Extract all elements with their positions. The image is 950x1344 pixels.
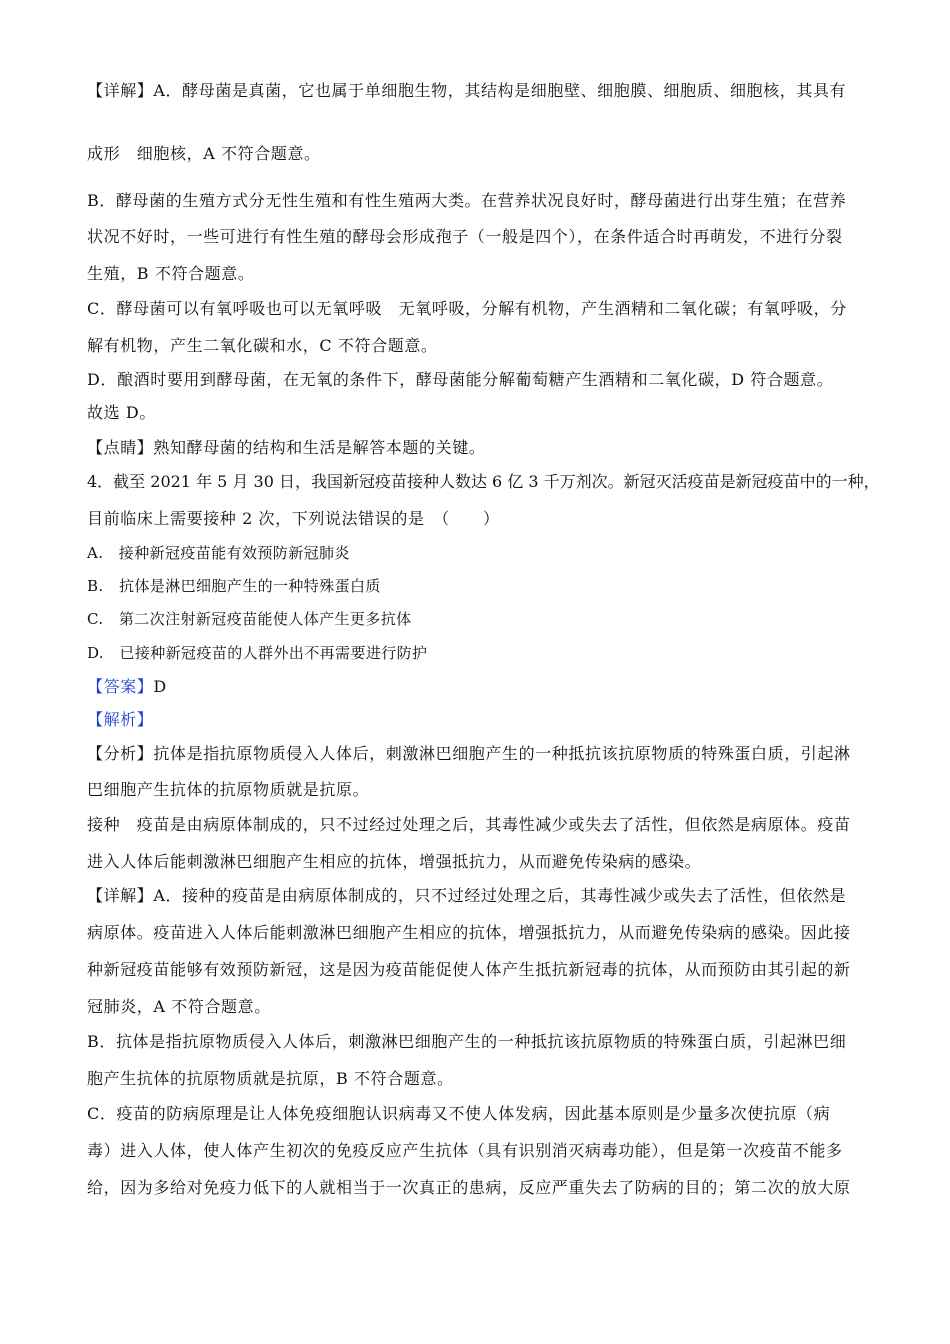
text-line: 胞产生抗体的抗原物质就是抗原，B 不符合题意。 — [87, 1069, 454, 1088]
text-line: B．抗体是指抗原物质侵入人体后，刺激淋巴细胞产生的一种抵抗该抗原物质的特殊蛋白质，引起淋巴细 — [87, 1032, 847, 1051]
text-line: 毒）进入人体，使人体产生初次的免疫反应产生抗体（具有识别消灭病毒功能），但是第一次疫苗不能多 — [87, 1141, 843, 1160]
question-stem: 4．截至 2021 年 5 月 30 日，我国新冠疫苗接种人数达 6 亿 3 千万剂次。新冠灭活疫苗是新冠疫苗中的一种， — [87, 472, 880, 491]
text-line: 【详解】A．接种的疫苗是由病原体制成的，只不过经过处理之后，其毒性减少或失去了活性，但依然是 — [87, 886, 847, 905]
text-line: 【点睛】熟知酵母菌的结构和生活是解答本题的关键。 — [87, 438, 486, 457]
text-line: 故选 D。 — [87, 403, 156, 422]
text-line: B．酵母菌的生殖方式分无性生殖和有性生殖两大类。在营养状况良好时，酵母菌进行出芽生殖；在营养 — [87, 191, 847, 210]
answer-value: D — [153, 677, 167, 696]
text-line: D．酿酒时要用到酵母菌，在无氧的条件下，酵母菌能分解葡萄糖产生酒精和二氧化碳，D 符合题意。 — [87, 370, 834, 389]
text-line: 接种 疫苗是由病原体制成的，只不过经过处理之后，其毒性减少或失去了活性，但依然是病原体。疫苗 — [87, 815, 851, 834]
analysis-label: 【解析】 — [87, 710, 154, 729]
option-b: B. 抗体是淋巴细胞产生的一种特殊蛋白质 — [87, 577, 381, 595]
answer-line — [87, 677, 886, 697]
option-d: D. 已接种新冠疫苗的人群外出不再需要进行防护 — [87, 644, 428, 662]
text-line: 给，因为多给对免疫力低下的人就相当于一次真正的患病，反应严重失去了防病的目的；第二次的放大原 — [87, 1178, 851, 1197]
text-line: 巴细胞产生抗体的抗原物质就是抗原。 — [87, 780, 370, 799]
text-line: 种新冠疫苗能够有效预防新冠，这是因为疫苗能促使人体产生抵抗新冠毒的抗体，从而预防由其引起的新 — [87, 960, 851, 979]
text-line: C．酵母菌可以有氧呼吸也可以无氧呼吸 无氧呼吸，分解有机物，产生酒精和二氧化碳；有氧呼吸，分 — [87, 299, 847, 318]
text-line: 【分析】抗体是指抗原物质侵入人体后，刺激淋巴细胞产生的一种抵抗该抗原物质的特殊蛋白质，引起淋 — [87, 744, 851, 763]
answer-label: 【答案】 — [87, 677, 154, 696]
option-c: C. 第二次注射新冠疫苗能使人体产生更多抗体 — [87, 610, 412, 628]
text-line: 解有机物，产生二氧化碳和水，C 不符合题意。 — [87, 336, 438, 355]
text-line: 【详解】A．酵母菌是真菌，它也属于单细胞生物，其结构是细胞壁、细胞膜、细胞质、细胞核，其具有 — [87, 81, 847, 100]
text-line: 成形 细胞核，A 不符合题意。 — [87, 144, 321, 163]
text-line: 状况不好时，一些可进行有性生殖的酵母会形成孢子（一般是四个），在条件适合时再萌发，不进行分裂 — [87, 227, 843, 246]
text-line: C．疫苗的防病原理是让人体免疫细胞认识病毒又不使人体发病，因此基本原则是少量多次使抗原（病 — [87, 1104, 831, 1123]
option-a: A. 接种新冠疫苗能有效预防新冠肺炎 — [87, 544, 350, 562]
question-stem: 目前临床上需要接种 2 次，下列说法错误的是 （ ） — [87, 509, 500, 528]
text-line: 进入人体后能刺激淋巴细胞产生相应的抗体，增强抵抗力，从而避免传染病的感染。 — [87, 852, 702, 871]
text-line: 冠肺炎，A 不符合题意。 — [87, 997, 271, 1016]
text-line: 病原体。疫苗进入人体后能刺激淋巴细胞产生相应的抗体，增强抵抗力，从而避免传染病的感染。因此接 — [87, 923, 851, 942]
text-line: 生殖，B 不符合题意。 — [87, 264, 255, 283]
